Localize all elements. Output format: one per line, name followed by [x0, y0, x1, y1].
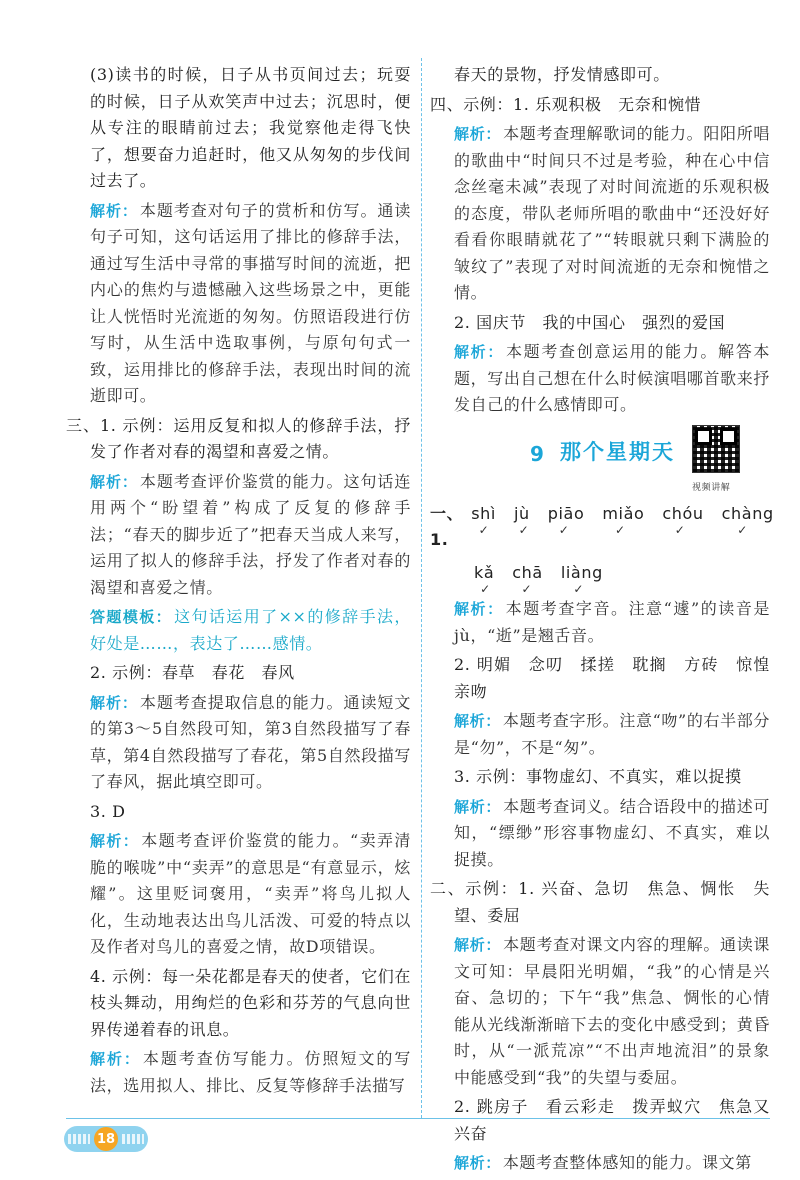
answer-s1-2: 2. 明媚 念叨 揉搓 耽搁 方砖 惊惶 亲吻 — [454, 655, 787, 701]
pinyin-row-1 — [471, 501, 774, 554]
analysis-s3-1: 解析： 本题考查评价鉴赏的能力。这句话连用两个“盼望着”构成了反复的修辞手法；“春天的脚步近了”把春天当成人来写，运用了拟人的修辞手法，抒发了作者对春的渴望和喜爱之情。 — [90, 471, 411, 597]
analysis-label: 解析： — [454, 1154, 501, 1172]
qr-caption: 视频讲解 — [692, 482, 731, 493]
analysis-s2-2: 解析： 本题考查整体感知的能力。课文第 — [454, 1153, 752, 1172]
analysis-p3: 解析： 本题考查对句子的赏析和仿写。通读句子可知，这句话运用了排比的修辞手法，通过写生活中寻常的事描写时间的流逝，把内心的焦灼与遗憾融入这些场景之中，更能让人恍悟时光流逝的匆匆。仿照语段进行仿写时，从生活中选取事例，与原句句式一致，运用排比的修辞手法，表现出时间的流逝即可。 — [90, 200, 411, 405]
lesson-number: 9 — [530, 441, 545, 466]
answer-s1-3: 3. 示例：事物虚幻、不真实，难以捉摸 — [454, 767, 742, 786]
analysis-label: 解析： — [454, 712, 501, 730]
pinyin-item: chóu ✓ — [662, 501, 703, 554]
answer-s2-1: 二、示例：1. 兴奋、急切 焦急、惆怅 失望、委屈 — [430, 879, 770, 925]
continuation-text: 春天的景物，抒发情感即可。 — [454, 65, 670, 84]
analysis-label: 解析： — [454, 600, 504, 618]
analysis-s4-2: 解析： 本题考查创意运用的能力。解答本题，写出自己想在什么时候演唱哪首歌来抒发自己的什么感情即可。 — [454, 342, 770, 414]
right-column — [430, 62, 787, 1180]
analysis-s3-2: 解析： 本题考查提取信息的能力。通读短文的第3～5自然段可知，第3自然段描写了春草，第4自然段描写了春花，第5自然段描写了春风，据此填空即可。 — [90, 692, 411, 791]
answer-s3-3: 3. D — [90, 801, 126, 821]
section-prefix: 一、1. — [430, 503, 464, 549]
column-divider — [421, 58, 422, 1118]
analysis-s1-3: 解析： 本题考查词义。结合语段中的描述可知，“缥缈”形容事物虚幻、不真实，难以捉摸。 — [454, 796, 770, 869]
answer-s3-1: 三、1. 示例：运用反复和拟人的修辞手法，抒发了作者对春的渴望和喜爱之情。 — [66, 415, 411, 461]
answer-s3-4: 4. 示例：每一朵花都是春天的使者，它们在枝头舞动，用绚烂的色彩和芬芳的气息向世界传递着春的讯息。 — [90, 966, 411, 1039]
analysis-label: 解析： — [454, 125, 502, 143]
pinyin-item: shì ✓ — [471, 501, 496, 554]
footer-rule — [66, 1118, 770, 1119]
answer-s4-1: 四、示例：1. 乐观积极 无奈和惋惜 — [430, 94, 702, 114]
pinyin-item: chā ✓ — [512, 560, 543, 587]
answer-template: 答题模板： 这句话运用了××的修辞手法，好处是……，表达了……感情。 — [90, 607, 411, 653]
analysis-label: 解析： — [90, 1050, 141, 1068]
pinyin-item: piāo ✓ — [548, 501, 585, 554]
analysis-s3-4: 解析： 本题考查仿写能力。仿照短文的写法，选用拟人、排比、反复等修辞手法描写 — [90, 1049, 411, 1095]
analysis-label: 解析： — [90, 472, 138, 491]
analysis-s1-2: 解析： 本题考查字形。注意“吻”的右半部分是“勿”，不是“匆”。 — [454, 711, 770, 757]
answer-s2-2: 2. 跳房子 看云彩走 拨弄蚁穴 焦急又兴奋 — [454, 1097, 770, 1143]
analysis-label: 解析： — [90, 201, 138, 220]
analysis-s1-1: 解析： 本题考查字音。注意“遽”的读音是jù，“逝”是翘舌音。 — [454, 599, 770, 645]
lesson-title: 那个星期天 — [560, 439, 675, 464]
answer-s4-2: 2. 国庆节 我的中国心 强烈的爱国 — [454, 312, 726, 332]
left-column — [66, 62, 411, 1102]
analysis-s4-1: 解析： 本题考查理解歌词的能力。阳阳所唱的歌曲中“时间只不过是考验，种在心中信念丝毫未减”表现了对时间流逝的乐观积极的态度，带队老师所唱的歌曲中“还没好好看看你眼睛就花了”“转眼就只剩下满脸的皱纹了”表现了对时间流逝的无奈和惋惜之情。 — [454, 124, 770, 302]
badge-decoration — [122, 1134, 144, 1144]
analysis-label: 解析： — [90, 832, 140, 850]
pinyin-item: kǎ ✓ — [474, 560, 494, 587]
pinyin-item: chàng ✓ — [722, 501, 774, 554]
page-number-badge — [64, 1126, 148, 1152]
page-number: 18 — [94, 1127, 118, 1151]
lesson-header — [430, 423, 770, 493]
analysis-s2-1: 解析： 本题考查对课文内容的理解。通读课文可知：早晨阳光明媚，“我”的心情是兴奋、急切的；下午“我”焦急、惆怅的心情能从光线渐渐暗下去的变化中感受到；黄昏时，从“一派荒凉”“不出声地流泪”的景象中能感受到“我”的失望与委屈。 — [454, 935, 770, 1087]
pinyin-row-2 — [474, 560, 770, 587]
template-label: 答题模板： — [90, 608, 173, 626]
pinyin-item: miǎo ✓ — [602, 501, 644, 554]
answer-p3: (3)读书的时候，日子从书页间过去；玩耍的时候，日子从欢笑声中过去；沉思时，便从专注的眼睛前过去；我觉察他走得飞快了，想要奋力追赶时，他又从匆匆的步伐间过去了。 — [90, 65, 411, 190]
pinyin-row-2-wrap — [430, 560, 770, 587]
qr-code-icon[interactable] — [692, 425, 740, 473]
pinyin-item: jù ✓ — [514, 501, 530, 554]
analysis-s3-3: 解析： 本题考查评价鉴赏的能力。“卖弄清脆的喉咙”中“卖弄”的意思是“有意显示，炫耀”。这里贬词褒用，“卖弄”将鸟儿拟人化，生动地表达出鸟儿活泼、可爱的特点以及作者对鸟儿的喜爱之情，故D项错误。 — [90, 831, 411, 956]
analysis-label: 解析： — [454, 936, 502, 954]
answer-s3-2: 2. 示例：春草 春花 春风 — [90, 663, 295, 682]
pinyin-item: liàng ✓ — [561, 560, 603, 587]
badge-decoration — [68, 1134, 90, 1144]
analysis-label: 解析： — [90, 693, 138, 712]
analysis-label: 解析： — [454, 343, 505, 361]
answer-s1-1 — [430, 501, 774, 554]
analysis-label: 解析： — [454, 797, 502, 816]
